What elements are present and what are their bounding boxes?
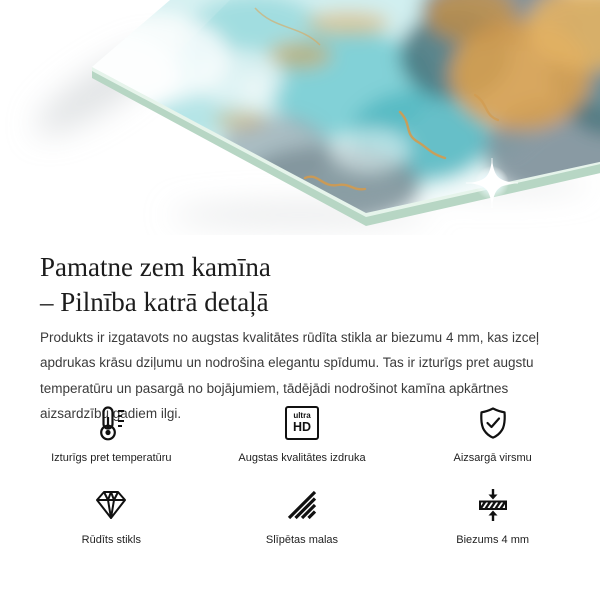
diamond-icon (91, 484, 131, 526)
product-image (0, 0, 600, 235)
feature-tempered-glass (16, 484, 207, 546)
feature-thickness (397, 484, 588, 546)
thickness-icon (473, 484, 513, 526)
feature-label: Izturīgs pret temperatūru (51, 452, 172, 464)
product-description: Produkts ir izgatavots no augstas kvalitātes rūdīta stikla ar biezumu 4 mm, kas izceļ apdrukas krāsu dziļumu un nodrošina elegantu spīdumu. Tas ir izturīgs pret augstu temperatūru un pasargā no bojājumiem, tādējādi nodrošinot kamīna apkārtnes aizsardzību gadiem ilgi. (40, 329, 539, 421)
feature-polished-edges (207, 484, 398, 546)
beveled-edge-icon (282, 484, 322, 526)
section-title-line1: Pamatne zem kamīna (40, 252, 271, 283)
feature-label: Rūdīts stikls (81, 534, 141, 546)
feature-surface-protection (397, 402, 588, 464)
section-title (40, 250, 560, 320)
feature-label: Biezums 4 mm (456, 534, 530, 546)
feature-label: Aizsargā virsmu (453, 452, 532, 464)
feature-grid (16, 402, 588, 546)
ultra-hd-icon (285, 402, 319, 444)
glass-panel-illustration (0, 0, 600, 235)
feature-temperature (16, 402, 207, 464)
ultra-hd-text-bottom: HD (292, 420, 312, 435)
section-title-line2: – Pilnība katrā detaļā (40, 287, 269, 318)
feature-label: Slīpētas malas (265, 534, 339, 546)
ultra-hd-text-top: ultra (293, 411, 311, 421)
thermometer-icon (91, 402, 131, 444)
feature-print-quality (207, 402, 398, 464)
shield-check-icon (473, 402, 513, 444)
feature-label: Augstas kvalitātes izdruka (238, 452, 366, 464)
